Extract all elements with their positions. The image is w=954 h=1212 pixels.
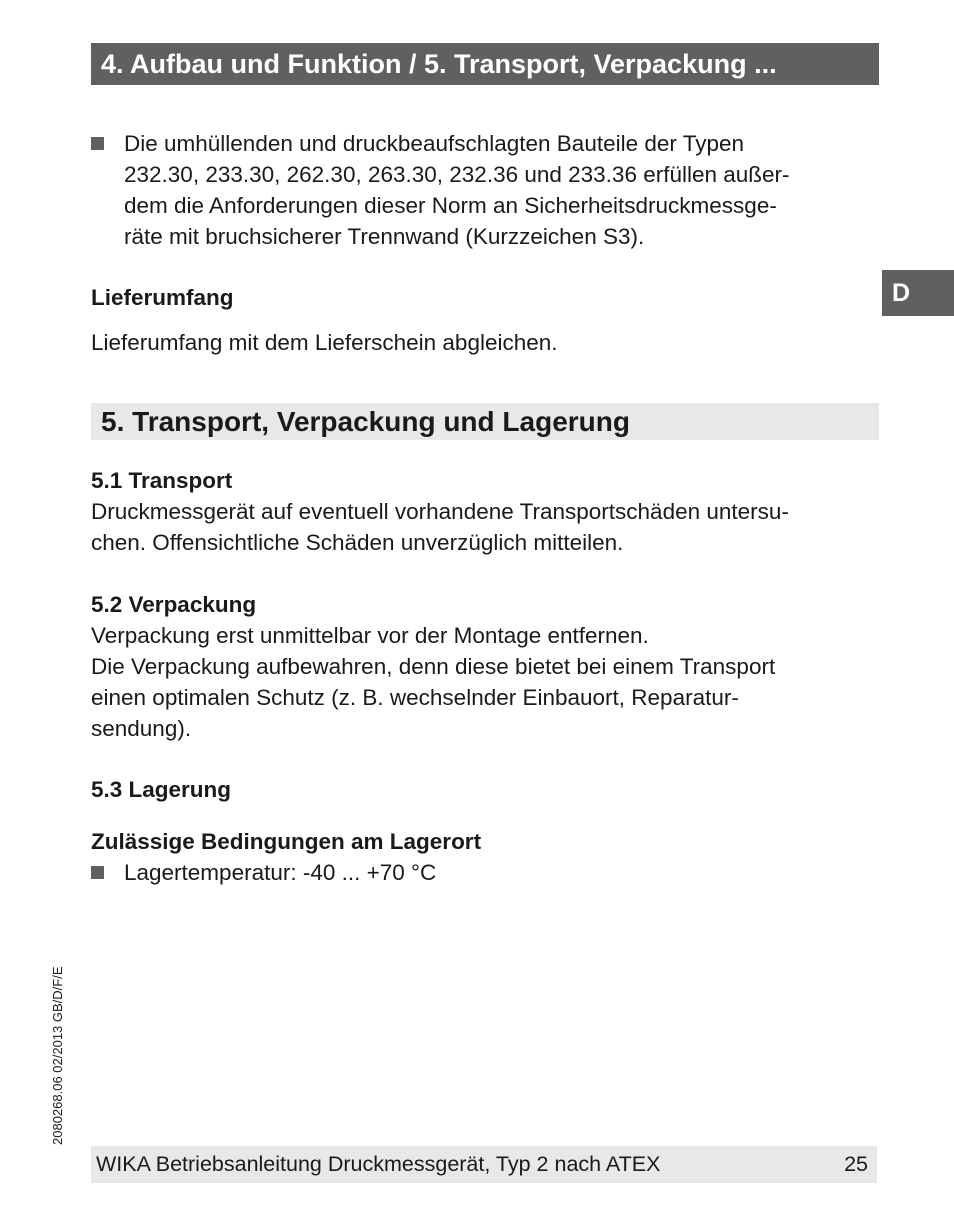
chapter-header: 4. Aufbau und Funktion / 5. Transport, Verpackung ... xyxy=(91,43,879,85)
s52-line: Die Verpackung aufbewahren, denn diese bietet bei einem Transport xyxy=(91,654,776,679)
lieferumfang-text: Lieferumfang mit dem Lieferschein abgleichen. xyxy=(91,330,558,355)
s51-heading: 5.1 Transport xyxy=(91,468,233,493)
s51-text xyxy=(91,496,789,558)
s53-subheading: Zulässige Bedingungen am Lagerort xyxy=(91,829,482,854)
s52-line: einen optimalen Schutz (z. B. wechselnder Einbauort, Reparatur- xyxy=(91,685,739,710)
bullet-square-icon xyxy=(91,866,104,879)
s51-line: Druckmessgerät auf eventuell vorhandene Transportschäden untersu- xyxy=(91,499,789,524)
footer-title: WIKA Betriebsanleitung Druckmessgerät, Typ 2 nach ATEX xyxy=(96,1152,661,1176)
storage-temp-text: Lagertemperatur: -40 ... +70 °C xyxy=(124,860,437,885)
lieferumfang-heading: Lieferumfang xyxy=(91,285,234,310)
s53-heading: 5.3 Lagerung xyxy=(91,777,232,802)
page-number: 25 xyxy=(844,1152,868,1176)
intro-line: Die umhüllenden und druckbeaufschlagten Bauteile der Typen xyxy=(124,131,745,156)
document-code: 2080268.06 02/2013 GB/D/F/E xyxy=(50,966,65,1145)
intro-bullet xyxy=(91,128,790,252)
page-footer xyxy=(91,1146,877,1183)
storage-temp-bullet xyxy=(91,857,436,888)
language-tab: D xyxy=(882,270,954,316)
bullet-square-icon xyxy=(91,137,104,150)
intro-bullet-text xyxy=(124,128,790,252)
section-5-title: 5. Transport, Verpackung und Lagerung xyxy=(91,403,879,440)
intro-line: 232.30, 233.30, 262.30, 263.30, 232.36 und 233.36 erfüllen außer- xyxy=(124,162,790,187)
intro-line: räte mit bruchsicherer Trennwand (Kurzzeichen S3). xyxy=(124,224,645,249)
s52-line: sendung). xyxy=(91,716,192,741)
s52-text xyxy=(91,620,775,744)
s51-line: chen. Offensichtliche Schäden unverzüglich mitteilen. xyxy=(91,530,624,555)
s52-heading: 5.2 Verpackung xyxy=(91,592,257,617)
s52-line: Verpackung erst unmittelbar vor der Montage entfernen. xyxy=(91,623,649,648)
intro-line: dem die Anforderungen dieser Norm an Sicherheitsdruckmessge- xyxy=(124,193,777,218)
